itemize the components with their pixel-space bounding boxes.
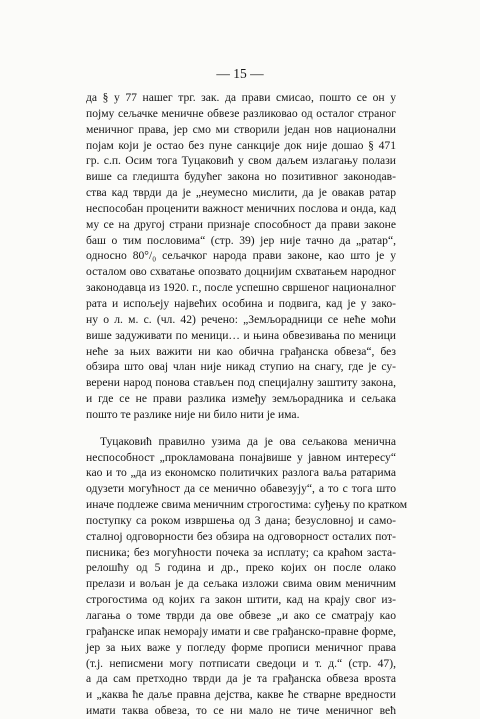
text-line: неће за њих важити ни као обична грађанска обвеза“, без bbox=[86, 344, 396, 358]
paragraph bbox=[86, 90, 396, 423]
text-line: да § у 77 нашег трг. зак. да прави смисао, пошто се он у bbox=[86, 91, 396, 104]
text-line: јер за њих важе у погледу форме прописи меничног права bbox=[86, 640, 396, 654]
text-line: лагања о томе тврди да ове обвезе „и ако се сматрају као bbox=[86, 609, 396, 622]
text-line: релошћу од 5 година и др., преко којих он после олако bbox=[86, 561, 396, 575]
text-line: баш о тим пословима“ (стр. 39) јер није тачно да „ратар“, bbox=[86, 233, 396, 247]
text-line: му се на другој страни признаје способност да прави законе bbox=[86, 217, 396, 231]
text-line: осталом ово схватање опозвато доцнијим схватањем народног bbox=[86, 265, 396, 279]
text-line: и где се не прави разлика између земљорадника и сељака bbox=[86, 392, 396, 406]
page-number: — 15 — bbox=[216, 66, 264, 81]
paragraph bbox=[86, 434, 408, 719]
text-line: писника; без могућности почека за исплату; са краћом заста- bbox=[86, 545, 396, 559]
text-line: верени народ понова стављен под специјалну заштиту закона, bbox=[86, 376, 396, 390]
text-line: меничног права, јер смо ми створили један нов национални bbox=[86, 122, 396, 136]
text-line: неспособност „прокламована понајвише у јавном интересу“ bbox=[86, 450, 396, 464]
text-line: гр. с.п. Осим тога Туцаковић у свом даљем излагању полази bbox=[86, 154, 396, 168]
text-line: а да сам претходно тврди да је та грађанска обвеза вроѕта bbox=[86, 672, 396, 686]
text-line: грађанске ипак неморају имати и све грађанско-правне форме, bbox=[86, 624, 396, 638]
paragraph-gap bbox=[86, 423, 396, 434]
text-line: прелази и вољан је да сељака изложи свима овим меничним bbox=[86, 577, 396, 591]
text-line: обзира што овај члан није никад ступио на снагу, где је су- bbox=[86, 360, 396, 374]
text-line: неспособан проценити важност меничних послова и онда, кад bbox=[86, 201, 396, 215]
text-line: одузети могућност да се менично обавезују“, а то с тога што bbox=[86, 482, 396, 496]
text-line: пошто те разлике није ни било нити је има. bbox=[86, 407, 300, 421]
text-line: појму сељачке меничне обвезе разликовао од осталог страног bbox=[86, 106, 396, 120]
text-line: поступку са роком извршења од 3 дана; безусловној и само- bbox=[86, 513, 396, 527]
text-line: ства кад тврди да је „неумесно мислити, да је овакав ратар bbox=[86, 186, 396, 200]
text-line: и „каква ће даље правна дејства, какве ће стварне вредности bbox=[86, 688, 396, 702]
text-line: рата и испољеју највећих особина и подвига, кад је у зако- bbox=[86, 296, 396, 310]
text-line: Туцаковић правилно узима да је ова сељакова менична bbox=[100, 434, 396, 448]
text-line: више са гледишта будућег закона но позитивног законодав- bbox=[86, 170, 396, 184]
text-line: (т.ј. неписмени могу потписати сведоци и т. д.“ (стр. 47), bbox=[86, 656, 396, 670]
text-line: имати таква обвеза, то се ни мало не тиче меничног већ bbox=[86, 704, 396, 718]
text-line: као и то „да из економско политичких разлога ваља ратарима bbox=[86, 466, 396, 480]
text-line: ну о л. м. с. (чл. 42) речено: „Земљорадници се неће моћи bbox=[86, 312, 396, 326]
body-text bbox=[86, 90, 408, 719]
text-line: строгостима од којих га закон штити, кад на крају свог из- bbox=[86, 593, 396, 607]
text-line: односно 80°/₀ сељачког народа прави законе, као што је у bbox=[86, 249, 396, 263]
text-line: иначе подлеже свима меничним строгостима: суђењу по кратком bbox=[86, 498, 408, 512]
text-line: сталној одговорности без обзира на одговорност осталих пот- bbox=[86, 529, 396, 543]
text-line: више задуживати по меници… и њина обвезивања по меници bbox=[86, 328, 396, 342]
text-line: законодавца из 1920. г., после успешно свршеног националног bbox=[86, 281, 396, 295]
text-line: појам који је остао без пуне санкције док није дошао § 471 bbox=[86, 138, 396, 152]
